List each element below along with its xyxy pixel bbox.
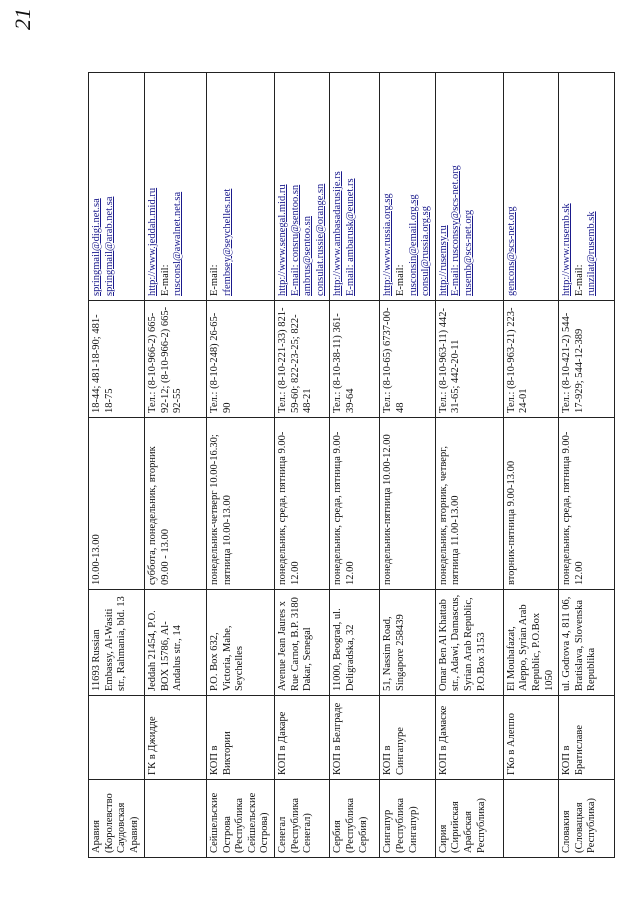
contacts-cell: [274, 73, 329, 301]
email-link[interactable]: rusemb@scs-net.org: [462, 209, 474, 296]
country-cell: Сенегал (Республика Сенегал): [274, 780, 329, 858]
hours-cell: суббота, понедельник, вторник 09.00 - 13.00: [145, 418, 207, 590]
country-cell: Сирия (Сирийская Арабская Республика): [435, 780, 503, 858]
mission-cell: КОП в Братиславе: [559, 696, 615, 780]
address-cell: Jeddah 21454, P.O. BOX 15786, Al-Andalus str., 14: [145, 590, 207, 696]
table-row: [380, 73, 435, 858]
country-cell: Сейшельские Острова (Республика Сейшельские Острова): [207, 780, 275, 858]
address-cell: Omar Ben Al Khattab str., Adawi, Damascus, Syrian Arab Republic, P.O.Box 3153: [435, 590, 503, 696]
hours-cell: понедельник, среда, пятница 9.00-12.00: [274, 418, 329, 590]
country-cell: Сингапур (Республика Сингапур): [380, 780, 435, 858]
mission-cell: ГК в Джидде: [145, 696, 207, 780]
rotated-table-container: [88, 73, 640, 858]
phones-cell: Тел.: (8-10-966-2) 665-92-12; (8-10-966-2) 665-92-55: [145, 301, 207, 418]
email-label: E-mail:: [209, 264, 220, 296]
address-cell: Avenue Jean Jaures x Rue Carnot, B.P. 3180 Dakar, Senegal: [274, 590, 329, 696]
embassy-table: [88, 72, 615, 858]
address-cell: ul. Godrova 4, 811 06, Bratislava, Slovenska Republika: [559, 590, 615, 696]
page-number: 21: [10, 8, 35, 30]
website-link[interactable]: http://www.russia.org.sg: [382, 193, 394, 296]
email-label: E-mail:: [573, 264, 585, 296]
country-cell: Сербия (Республика Сербия): [330, 780, 380, 858]
website-link[interactable]: http://www.jeddah.mid.ru: [147, 187, 158, 296]
email-label: E-mail:: [159, 264, 171, 296]
country-cell: [145, 780, 207, 858]
mission-cell: КОП в Сингапуре: [380, 696, 435, 780]
email-link[interactable]: runzilat@rusemb.sk: [586, 211, 598, 296]
hours-cell: понедельник-четверг 10.00-16.30; пятница 10.00-13.00: [207, 418, 275, 590]
table-row: [559, 73, 615, 858]
contacts-cell: [435, 73, 503, 301]
email-link[interactable]: rusconsin@email.org.sg: [407, 194, 419, 296]
country-cell: Аравия (Королевство Саудовская Аравия): [89, 780, 145, 858]
hours-cell: понедельник, вторник, четверг, пятница 11.00-13.00: [435, 418, 503, 590]
hours-cell: понедельник, среда, пятница 9.00-12.00: [330, 418, 380, 590]
country-cell: Словакия (Словацкая Республика): [559, 780, 615, 858]
phones-cell: 18-44; 481-18-90; 481-18-75: [89, 301, 145, 418]
phones-cell: Тел.: (8-10-38-11) 361-39-64: [330, 301, 380, 418]
phones-cell: Тел.: (8-10-421-2) 544-17-929; 544-12-389: [559, 301, 615, 418]
phones-cell: Тел.: (8-10-963-21) 223-24-01: [503, 301, 558, 418]
mission-cell: КОП в Дамаске: [435, 696, 503, 780]
table-row: [274, 73, 329, 858]
contacts-cell: [559, 73, 615, 301]
email-link[interactable]: gencons@scs-net.org: [505, 206, 517, 296]
website-link[interactable]: http://www.ambasadarusije.rs: [332, 171, 344, 296]
email-link[interactable]: E-mail: rusconssy@scs-net.org: [450, 165, 462, 296]
hours-cell: вторник-пятница 9.00-13.00: [503, 418, 558, 590]
phones-cell: Тел.: (8-10-65) 6737-00-48: [380, 301, 435, 418]
mission-cell: КОП в Дакаре: [274, 696, 329, 780]
contacts-cell: [145, 73, 207, 301]
email-link[interactable]: consul@russia.org.sg: [420, 206, 432, 296]
address-cell: El Mouhafazat, Aleppo, Syrian Arab Republic, P.O.Box 1050: [503, 590, 558, 696]
contacts-cell: [330, 73, 380, 301]
hours-cell: понедельник, среда, пятница 9.00-12.00: [559, 418, 615, 590]
phones-cell: Тел.: (8-10-248) 26-65-90: [207, 301, 275, 418]
email-link[interactable]: rusconsl@awalnet.net.sa: [172, 191, 184, 296]
email-label: E-mail:: [394, 264, 406, 296]
email-link[interactable]: springmail@digi.net.sa: [91, 198, 102, 296]
address-cell: 11693 Russian Embassy, Al-Wasiti str., Rahmania, bld. 13: [89, 590, 145, 696]
contacts-cell: [380, 73, 435, 301]
table-row: [207, 73, 275, 858]
email-link[interactable]: springmail@arab.net.sa: [103, 196, 115, 296]
website-link[interactable]: http://www.rusemb.sk: [561, 203, 573, 296]
table-row: [89, 73, 145, 858]
website-link[interactable]: http://rusemsy.ru: [437, 225, 449, 296]
email-link[interactable]: ambrus@sentoo.sn: [302, 216, 314, 296]
hours-cell: 10.00-13.00: [89, 418, 145, 590]
contacts-cell: [89, 73, 145, 301]
mission-cell: КОП в Виктории: [207, 696, 275, 780]
mission-cell: ГКо в Алеппо: [503, 696, 558, 780]
address-cell: 11000, Beograd, ul. Deligradska, 32: [330, 590, 380, 696]
table-row: [503, 73, 558, 858]
phones-cell: Тел.: (8-10-221-33) 821-59-60; 822-23-25; 822-48-21: [274, 301, 329, 418]
table-row: [330, 73, 380, 858]
contacts-cell: [503, 73, 558, 301]
table-row: [435, 73, 503, 858]
table-row: [145, 73, 207, 858]
contacts-cell: [207, 73, 275, 301]
mission-cell: КОП в Белграде: [330, 696, 380, 780]
address-cell: P.O. Box 632, Victoria, Mahe, Seychelles: [207, 590, 275, 696]
hours-cell: понедельник-пятница 10.00-12.00: [380, 418, 435, 590]
email-link[interactable]: rfembsey@seychelles.net: [221, 188, 233, 296]
email-link[interactable]: E-mail: consru@sentoo.sn: [289, 184, 301, 296]
email-link[interactable]: consulat.russie@orange.sn: [314, 183, 326, 296]
mission-cell: [89, 696, 145, 780]
phones-cell: Тел.: (8-10-963-11) 442-31-65; 442-20-11: [435, 301, 503, 418]
address-cell: 51, Nassim Road, Singapore 258439: [380, 590, 435, 696]
email-link[interactable]: E-mail: ambarusk@eunet.rs: [344, 178, 356, 296]
website-link[interactable]: http://www.senegal.mid.ru: [276, 184, 288, 296]
country-cell: [503, 780, 558, 858]
